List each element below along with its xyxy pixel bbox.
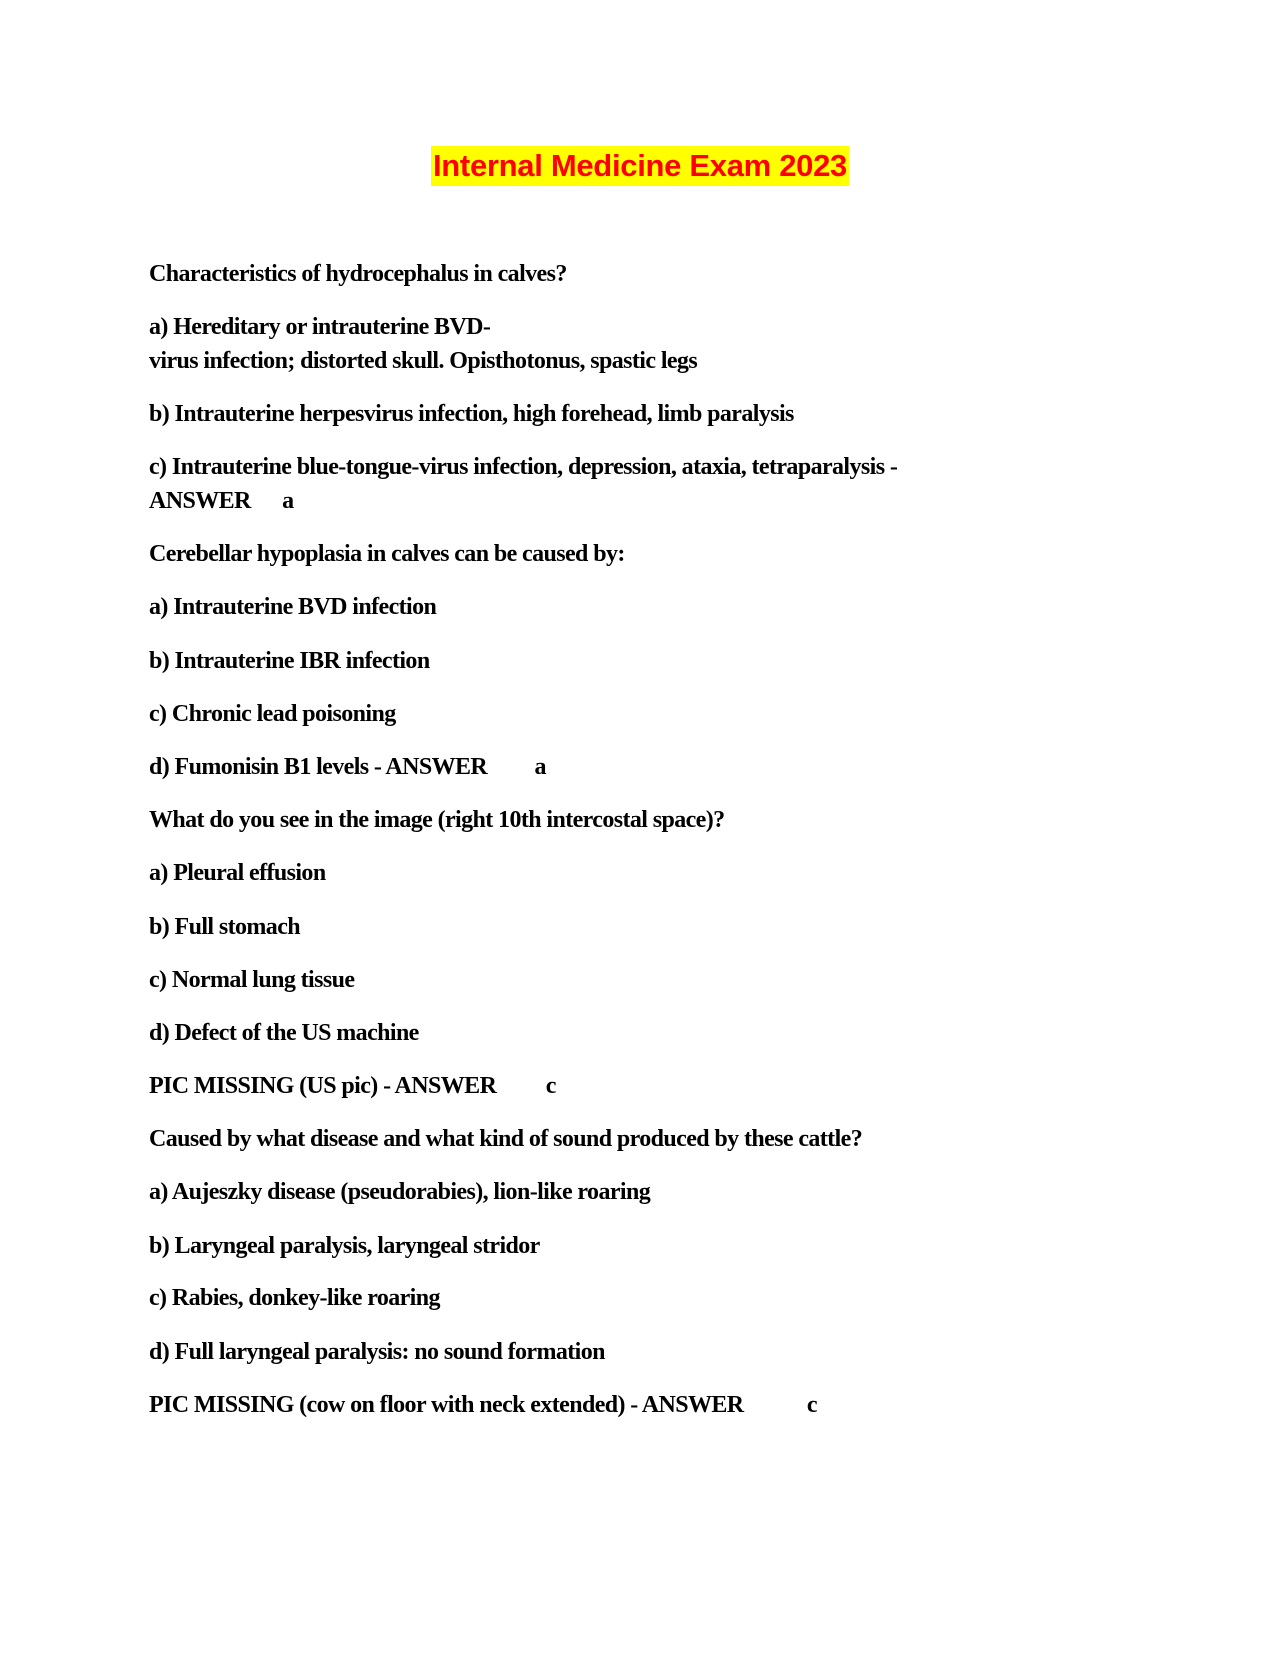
question-text: Characteristics of hydrocephalus in calves? — [149, 261, 567, 287]
question-text: Cerebellar hypoplasia in calves can be caused by: — [149, 541, 625, 567]
page-title: Internal Medicine Exam 2023 — [431, 146, 849, 186]
answer-value: a — [534, 754, 546, 780]
pic-missing-answer-line — [149, 1390, 817, 1420]
option-d: d) Defect of the US machine — [149, 1020, 419, 1046]
option-a: a) Pleural effusion — [149, 860, 326, 886]
pic-missing-note: PIC MISSING (cow on floor with neck extended) - ANSWER — [149, 1392, 744, 1418]
answer-value: c — [806, 1392, 817, 1418]
option-d: d) Full laryngeal paralysis: no sound formation — [149, 1339, 605, 1365]
option-a: a) Aujeszky disease (pseudorabies), lion-like roaring — [149, 1179, 651, 1205]
pic-missing-answer-line — [149, 1071, 556, 1101]
option-c: c) Rabies, donkey-like roaring — [149, 1285, 440, 1311]
answer-line — [149, 486, 294, 516]
option-c: c) Intrauterine blue-tongue-virus infection, depression, ataxia, tetraparalysis - — [149, 454, 898, 480]
option-a: a) Hereditary or intrauterine BVD- — [149, 314, 491, 340]
option-c: c) Normal lung tissue — [149, 967, 355, 993]
option-b: b) Laryngeal paralysis, laryngeal stridor — [149, 1233, 540, 1259]
answer-label: ANSWER — [149, 488, 251, 514]
question-text: Caused by what disease and what kind of sound produced by these cattle? — [149, 1126, 863, 1152]
option-b: b) Full stomach — [149, 914, 301, 940]
title-wrapper — [0, 146, 1280, 186]
option-b: b) Intrauterine IBR infection — [149, 648, 430, 674]
option-a-continued: virus infection; distorted skull. Opisthotonus, spastic legs — [149, 348, 698, 374]
pic-missing-note: PIC MISSING (US pic) - ANSWER — [149, 1073, 497, 1099]
answer-value: a — [282, 488, 294, 514]
answer-value: c — [545, 1073, 556, 1099]
question-text: What do you see in the image (right 10th intercostal space)? — [149, 807, 725, 833]
option-c: c) Chronic lead poisoning — [149, 701, 396, 727]
option-b: b) Intrauterine herpesvirus infection, high forehead, limb paralysis — [149, 401, 794, 427]
option-a: a) Intrauterine BVD infection — [149, 594, 437, 620]
option-d-answer-line — [149, 752, 546, 782]
option-d: d) Fumonisin B1 levels - ANSWER — [149, 754, 488, 780]
